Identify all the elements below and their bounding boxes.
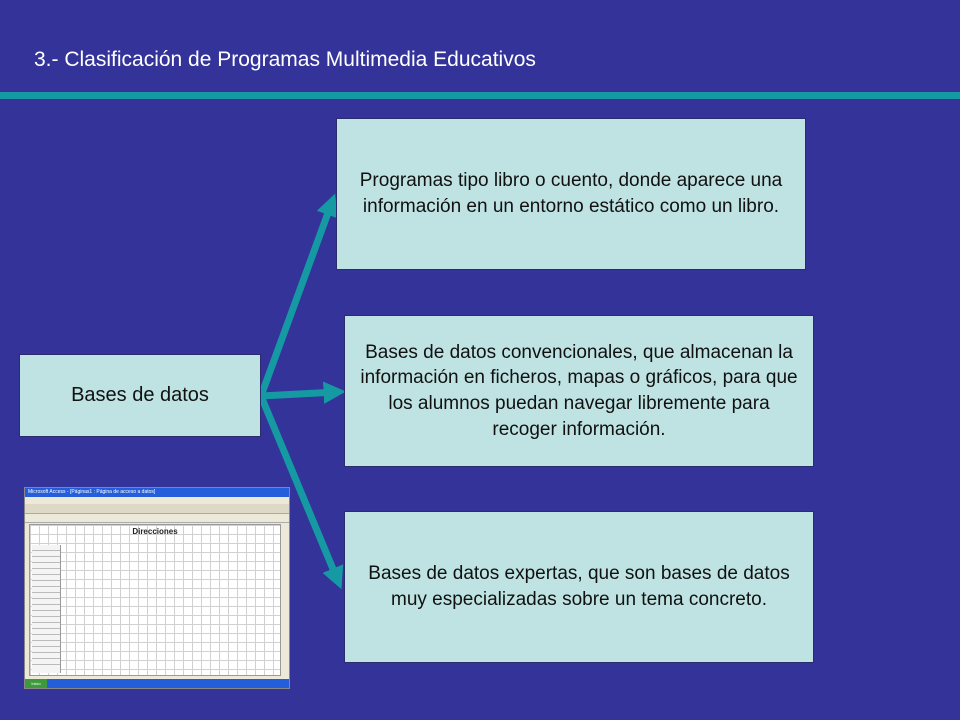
thumbnail-toolbar — [25, 504, 289, 514]
thumbnail-form-grid — [29, 524, 281, 676]
title-divider — [0, 92, 960, 99]
arrow-to-box-1 — [261, 202, 332, 396]
thumbnail-format-toolbar — [25, 514, 289, 523]
thumbnail-heading: Direcciones — [132, 527, 178, 536]
thumbnail-title-bar: Microsoft Access - [Páginas1 : Página de acceso a datos] — [25, 488, 289, 497]
thumbnail-taskbar — [25, 679, 289, 688]
thumbnail-menu-bar — [25, 497, 289, 504]
thumbnail-start-button: Inicio — [25, 679, 47, 688]
arrow-to-box-2 — [261, 392, 337, 396]
target-box-1: Programas tipo libro o cuento, donde aparece una información en un entorno estático como un libro. — [336, 118, 806, 270]
slide-title: 3.- Clasificación de Programas Multimedia Educativos — [34, 48, 536, 71]
target-box-3: Bases de datos expertas, que son bases de datos muy especializadas sobre un tema concreto. — [344, 511, 814, 663]
thumbnail-field-column — [32, 545, 61, 673]
target-box-2: Bases de datos convencionales, que almacenan la información en ficheros, mapas o gráficos, para que los alumnos puedan navegar libremente para recoger información. — [344, 315, 814, 467]
database-screenshot-thumbnail — [24, 487, 290, 689]
source-box: Bases de datos — [19, 354, 261, 437]
